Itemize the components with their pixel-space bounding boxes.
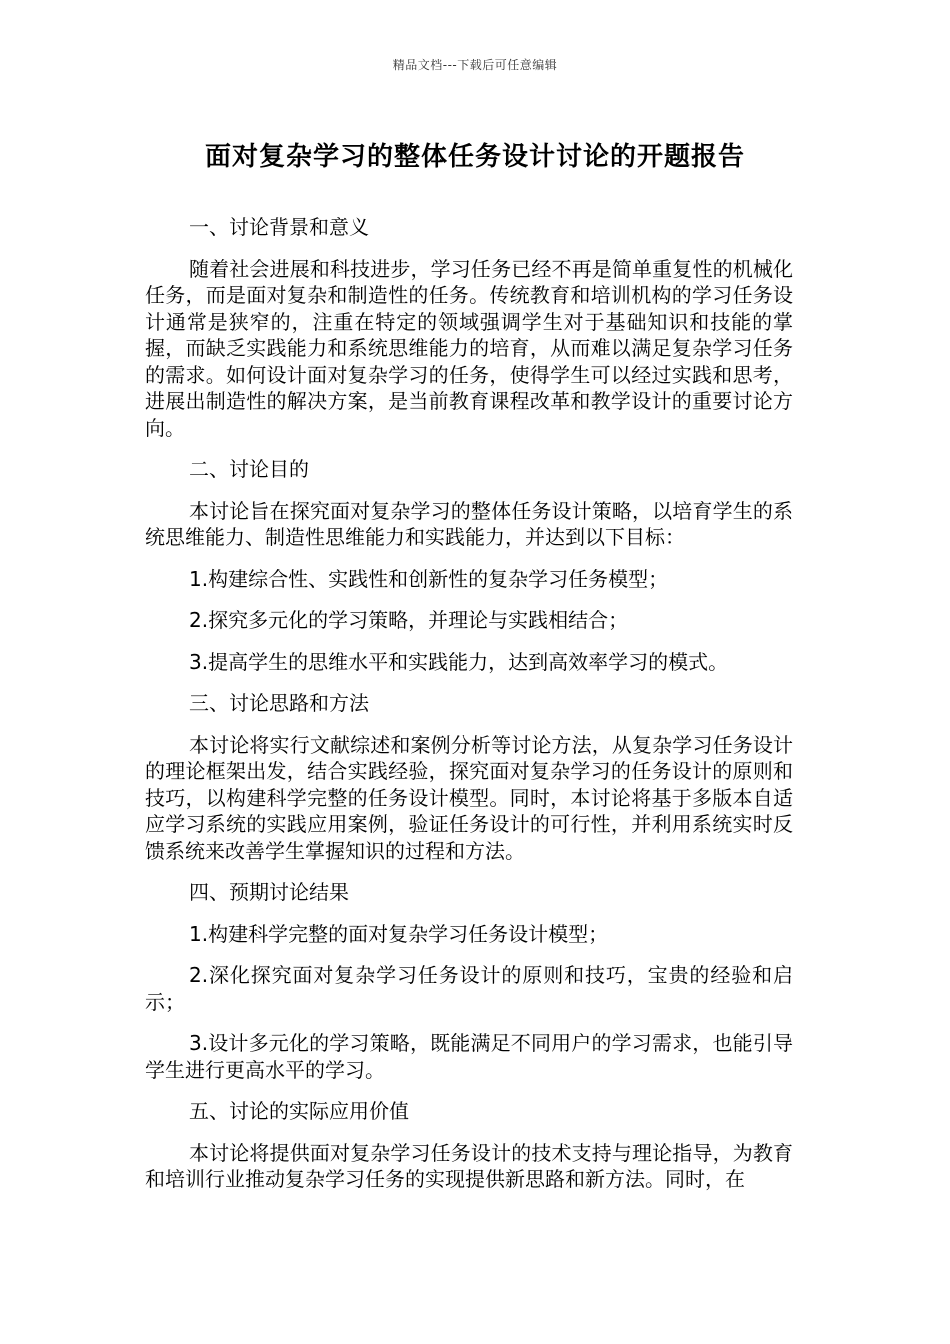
section-heading: 一、讨论背景和意义 (189, 215, 369, 239)
list-item: 3.设计多元化的学习策略，既能满足不同用户的学习需求，也能引导学生进行更高水平的学习。 (145, 1031, 793, 1082)
paragraph: 本讨论将提供面对复杂学习任务设计的技术支持与理论指导，为教育和培训行业推动复杂学习任务的实现提供新思路和新方法。同时，在 (145, 1140, 793, 1191)
header-note: 精品文档---下载后可任意编辑 (392, 58, 558, 72)
list-item: 1.构建科学完整的面对复杂学习任务设计模型； (189, 921, 609, 946)
list-item: 3.提高学生的思维水平和实践能力，达到高效率学习的模式。 (189, 649, 729, 674)
list-item: 2.探究多元化的学习策略，并理论与实践相结合； (189, 608, 629, 632)
paragraph: 随着社会进展和科技进步，学习任务已经不再是简单重复性的机械化任务，而是面对复杂和制造性的任务。传统教育和培训机构的学习任务设计通常是狭窄的，注重在特定的领域强调学生对于基础知识和技能的掌握，而缺乏实践能力和系统思维能力的培育，从而难以满足复杂学习任务的需求。如何设计面对复杂学习的任务，使得学生可以经过实践和思考，进展出制造性的解决方案，是当前教育课程改革和教学设计的重要讨论方向。 (145, 256, 793, 440)
section-heading: 四、预期讨论结果 (189, 880, 349, 904)
list-item: 2.深化探究面对复杂学习任务设计的原则和技巧，宝贵的经验和启示； (145, 963, 793, 1014)
document-title: 面对复杂学习的整体任务设计讨论的开题报告 (204, 142, 745, 172)
section-heading: 五、讨论的实际应用价值 (189, 1099, 409, 1123)
section-heading: 三、讨论思路和方法 (189, 691, 369, 715)
document-body (145, 214, 793, 1208)
paragraph: 本讨论将实行文献综述和案例分析等讨论方法，从复杂学习任务设计的理论框架出发，结合实践经验，探究面对复杂学习的任务设计的原则和技巧，以构建科学完整的任务设计模型。同时，本讨论将基于多版本自适应学习系统的实践应用案例，验证任务设计的可行性，并利用系统实时反馈系统来改善学生掌握知识的过程和方法。 (145, 732, 793, 863)
paragraph: 本讨论旨在探究面对复杂学习的整体任务设计策略，以培育学生的系统思维能力、制造性思维能力和实践能力，并达到以下目标： (145, 498, 793, 549)
list-item: 1.构建综合性、实践性和创新性的复杂学习任务模型； (189, 566, 669, 591)
section-heading: 二、讨论目的 (189, 457, 309, 481)
